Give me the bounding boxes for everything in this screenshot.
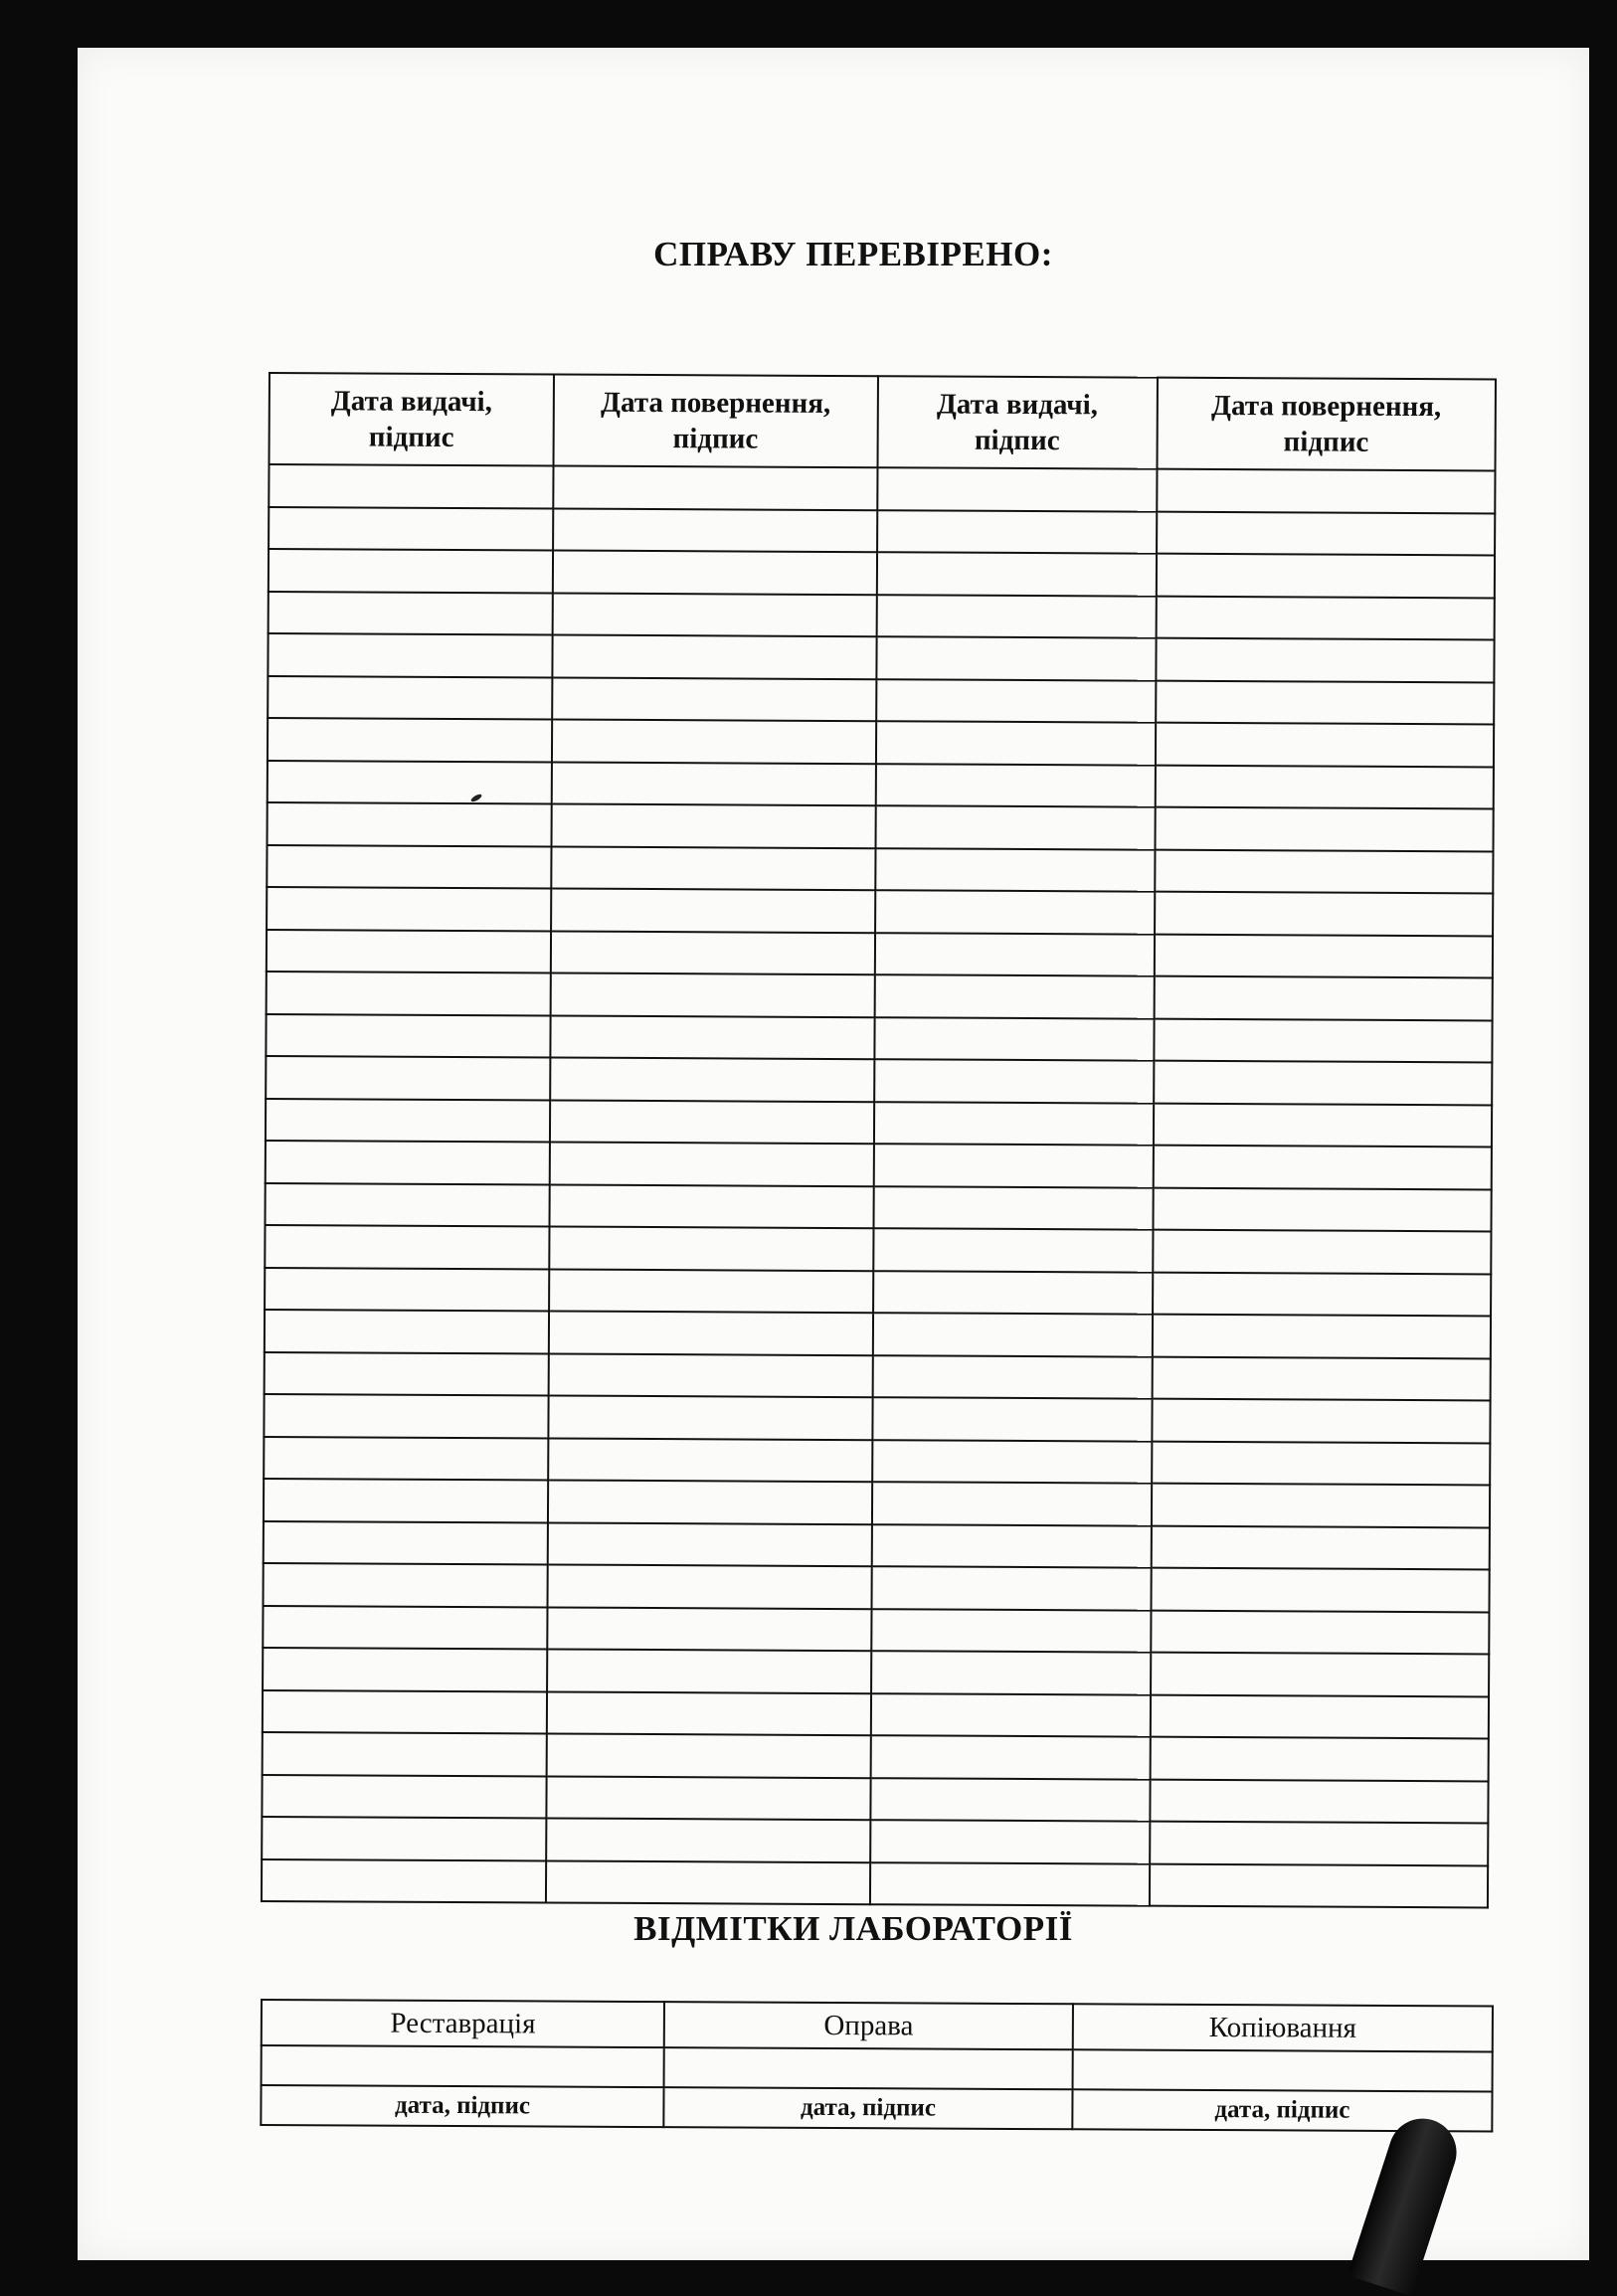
lab-header-row xyxy=(262,2000,1493,2051)
table-cell[interactable] xyxy=(551,846,875,890)
table-cell[interactable] xyxy=(874,933,1154,976)
table-cell[interactable] xyxy=(1153,1146,1492,1189)
table-cell[interactable] xyxy=(268,676,552,720)
table-row xyxy=(269,464,1495,513)
table-row xyxy=(266,1013,1492,1062)
table-cell[interactable] xyxy=(873,1228,1153,1272)
table-cell[interactable] xyxy=(553,593,877,636)
table-cell[interactable] xyxy=(874,1059,1154,1103)
lab-marks-table xyxy=(260,1999,1494,2132)
table-cell[interactable] xyxy=(1150,1863,1489,1907)
table-cell[interactable] xyxy=(1157,511,1496,555)
table-cell[interactable] xyxy=(1156,638,1495,682)
table-cell[interactable] xyxy=(262,1774,546,1818)
table-row xyxy=(262,1817,1488,1865)
check-table-header-row xyxy=(270,373,1496,470)
table-cell[interactable] xyxy=(872,1440,1152,1484)
table-row xyxy=(263,1689,1489,1738)
table-cell[interactable] xyxy=(877,510,1157,554)
lab-footer-restoration: дата, підпис xyxy=(261,2085,663,2127)
table-cell[interactable] xyxy=(875,848,1155,892)
table-cell[interactable] xyxy=(263,1605,547,1649)
table-cell[interactable] xyxy=(1153,1230,1492,1274)
table-cell[interactable] xyxy=(870,1693,1150,1737)
table-row xyxy=(265,1351,1491,1400)
table-cell[interactable] xyxy=(1154,1061,1493,1105)
table-cell[interactable] xyxy=(1152,1484,1491,1527)
table-row xyxy=(268,760,1494,808)
table-cell[interactable] xyxy=(874,974,1154,1018)
table-cell[interactable] xyxy=(546,1818,870,1861)
table-cell[interactable] xyxy=(548,1395,872,1439)
table-cell[interactable] xyxy=(1152,1356,1491,1400)
table-row xyxy=(267,844,1493,893)
table-cell[interactable] xyxy=(875,890,1155,934)
table-row xyxy=(267,929,1493,977)
table-cell[interactable] xyxy=(1154,976,1493,1020)
table-cell[interactable] xyxy=(1154,1018,1493,1062)
table-cell[interactable] xyxy=(872,1397,1152,1441)
table-cell[interactable] xyxy=(269,464,553,508)
lab-section-title: ВІДМІТКИ ЛАБОРАТОРІЇ xyxy=(633,1909,1073,1948)
table-cell[interactable] xyxy=(547,1607,871,1651)
table-cell[interactable] xyxy=(1153,1187,1492,1231)
table-cell[interactable] xyxy=(872,1355,1152,1399)
table-cell[interactable] xyxy=(267,971,551,1015)
table-cell[interactable] xyxy=(870,1735,1150,1779)
table-row xyxy=(265,1267,1491,1316)
table-cell[interactable] xyxy=(267,887,551,931)
table-row xyxy=(264,1436,1490,1485)
table-cell[interactable] xyxy=(264,1436,548,1480)
table-cell[interactable] xyxy=(552,719,876,763)
table-row xyxy=(262,1858,1488,1907)
table-cell[interactable] xyxy=(550,1015,874,1059)
table-cell[interactable] xyxy=(548,1522,872,1566)
table-cell[interactable] xyxy=(1155,765,1494,808)
table-cell[interactable] xyxy=(552,677,876,721)
table-row xyxy=(263,1648,1489,1696)
table-cell[interactable] xyxy=(268,633,552,677)
table-cell[interactable] xyxy=(1152,1399,1491,1443)
table-row xyxy=(264,1479,1490,1527)
table-cell[interactable] xyxy=(873,1144,1153,1187)
table-cell[interactable] xyxy=(877,467,1157,511)
table-cell[interactable] xyxy=(551,931,875,974)
lab-header-binding: Оправа xyxy=(664,2002,1073,2049)
table-cell[interactable] xyxy=(1151,1568,1490,1612)
table-row xyxy=(267,971,1493,1020)
table-row xyxy=(264,1394,1490,1443)
table-cell[interactable] xyxy=(550,1142,874,1185)
table-row xyxy=(263,1605,1489,1654)
table-cell[interactable] xyxy=(269,549,553,593)
table-row xyxy=(262,1774,1488,1823)
table-cell[interactable] xyxy=(1154,934,1493,977)
table-row xyxy=(268,802,1494,851)
table-cell[interactable] xyxy=(1151,1610,1490,1654)
lab-entry-restoration[interactable] xyxy=(262,2045,664,2087)
table-cell[interactable] xyxy=(1152,1441,1491,1485)
table-cell[interactable] xyxy=(269,507,553,551)
table-cell[interactable] xyxy=(871,1482,1151,1525)
table-cell[interactable] xyxy=(874,1017,1154,1061)
table-row xyxy=(269,507,1495,556)
table-cell[interactable] xyxy=(549,1269,873,1313)
table-cell[interactable] xyxy=(872,1313,1152,1356)
table-cell[interactable] xyxy=(551,972,875,1016)
table-row xyxy=(266,1141,1492,1189)
table-cell[interactable] xyxy=(267,929,551,972)
table-row xyxy=(268,676,1494,725)
lab-header-restoration: Реставрація xyxy=(262,2000,664,2047)
table-cell[interactable] xyxy=(1157,469,1496,513)
table-cell[interactable] xyxy=(873,1271,1153,1315)
table-cell[interactable] xyxy=(265,1225,549,1269)
table-cell[interactable] xyxy=(1156,723,1495,767)
table-row xyxy=(266,1056,1492,1105)
table-row xyxy=(268,718,1494,767)
table-cell[interactable] xyxy=(1155,807,1494,851)
table-cell[interactable] xyxy=(549,1311,873,1354)
table-cell[interactable] xyxy=(550,1184,874,1228)
table-cell[interactable] xyxy=(873,1186,1153,1230)
table-cell[interactable] xyxy=(547,1649,871,1692)
table-cell[interactable] xyxy=(268,802,552,846)
table-cell[interactable] xyxy=(1150,1737,1489,1781)
table-cell[interactable] xyxy=(263,1689,547,1733)
table-cell[interactable] xyxy=(1155,892,1494,936)
table-cell[interactable] xyxy=(548,1564,872,1608)
lab-footer-binding: дата, підпис xyxy=(663,2087,1072,2129)
lab-entry-row xyxy=(262,2045,1493,2091)
table-cell[interactable] xyxy=(550,1057,874,1101)
table-cell[interactable] xyxy=(1156,680,1495,724)
table-cell[interactable] xyxy=(553,508,877,552)
lab-footer-copying: дата, підпис xyxy=(1072,2089,1492,2131)
table-cell[interactable] xyxy=(264,1563,548,1607)
table-cell[interactable] xyxy=(265,1310,549,1353)
table-cell[interactable] xyxy=(266,1098,550,1142)
table-cell[interactable] xyxy=(876,552,1156,596)
table-cell[interactable] xyxy=(548,1480,872,1523)
table-row xyxy=(263,1732,1489,1781)
table-cell[interactable] xyxy=(268,718,552,762)
col-header-issue-date-1: Дата видачі, підпис xyxy=(270,373,555,465)
table-cell[interactable] xyxy=(1154,1103,1493,1147)
table-row xyxy=(266,1098,1492,1147)
table-row xyxy=(268,633,1494,682)
table-cell[interactable] xyxy=(1155,849,1494,893)
table-row xyxy=(267,887,1493,936)
lab-entry-copying[interactable] xyxy=(1072,2049,1492,2091)
table-cell[interactable] xyxy=(551,888,875,932)
table-cell[interactable] xyxy=(268,760,552,803)
table-cell[interactable] xyxy=(1151,1525,1490,1569)
table-cell[interactable] xyxy=(876,595,1156,638)
table-cell[interactable] xyxy=(264,1479,548,1522)
table-cell[interactable] xyxy=(552,762,876,805)
table-cell[interactable] xyxy=(263,1732,547,1776)
table-cell[interactable] xyxy=(550,1100,874,1144)
table-cell[interactable] xyxy=(871,1524,1151,1568)
col-header-return-date-1: Дата повернення, підпис xyxy=(554,375,878,468)
table-row xyxy=(265,1310,1491,1358)
lab-footer-row xyxy=(261,2085,1492,2131)
col-header-issue-date-2: Дата видачі, підпис xyxy=(877,376,1158,468)
table-cell[interactable] xyxy=(266,1141,550,1184)
table-cell[interactable] xyxy=(546,1860,870,1904)
table-cell[interactable] xyxy=(266,1182,550,1226)
table-cell[interactable] xyxy=(553,466,877,510)
table-cell[interactable] xyxy=(265,1351,549,1395)
lab-header-copying: Копіювання xyxy=(1073,2004,1493,2051)
table-cell[interactable] xyxy=(1150,1822,1489,1865)
table-cell[interactable] xyxy=(875,805,1155,849)
table-cell[interactable] xyxy=(264,1520,548,1564)
table-cell[interactable] xyxy=(1151,1653,1490,1696)
table-cell[interactable] xyxy=(266,1056,550,1100)
col-header-return-date-2: Дата повернення, підпис xyxy=(1157,378,1496,471)
table-cell[interactable] xyxy=(549,1353,873,1397)
table-cell[interactable] xyxy=(546,1776,870,1820)
table-row xyxy=(266,1182,1492,1231)
table-cell[interactable] xyxy=(264,1394,548,1438)
table-cell[interactable] xyxy=(552,634,876,678)
table-cell[interactable] xyxy=(875,764,1155,807)
lab-entry-binding[interactable] xyxy=(664,2047,1073,2089)
check-log-table xyxy=(261,372,1497,1908)
check-section-title: СПРАВУ ПЕРЕВІРЕНО: xyxy=(653,235,1053,273)
table-cell[interactable] xyxy=(265,1267,549,1311)
table-row xyxy=(264,1563,1490,1612)
table-cell[interactable] xyxy=(870,1820,1150,1863)
table-cell[interactable] xyxy=(266,1013,550,1057)
table-cell[interactable] xyxy=(1150,1694,1489,1738)
table-cell[interactable] xyxy=(871,1651,1151,1694)
table-cell[interactable] xyxy=(1150,1779,1489,1823)
table-cell[interactable] xyxy=(1156,554,1495,598)
table-cell[interactable] xyxy=(549,1226,873,1270)
table-cell[interactable] xyxy=(876,679,1156,723)
table-cell[interactable] xyxy=(1156,596,1495,639)
table-cell[interactable] xyxy=(547,1691,871,1735)
table-cell[interactable] xyxy=(1153,1272,1492,1316)
table-cell[interactable] xyxy=(875,721,1155,765)
table-cell[interactable] xyxy=(547,1733,871,1777)
table-cell[interactable] xyxy=(871,1609,1151,1653)
table-row xyxy=(264,1520,1490,1569)
table-row xyxy=(265,1225,1491,1274)
document-page xyxy=(78,48,1589,2260)
table-cell[interactable] xyxy=(871,1566,1151,1610)
table-cell[interactable] xyxy=(262,1858,546,1902)
table-cell[interactable] xyxy=(869,1862,1149,1906)
table-cell[interactable] xyxy=(873,1102,1153,1146)
table-cell[interactable] xyxy=(548,1438,872,1482)
table-cell[interactable] xyxy=(553,551,877,595)
table-cell[interactable] xyxy=(876,636,1156,680)
table-cell[interactable] xyxy=(267,844,551,888)
table-cell[interactable] xyxy=(1152,1315,1491,1358)
table-row xyxy=(269,549,1495,598)
table-cell[interactable] xyxy=(263,1648,547,1691)
table-cell[interactable] xyxy=(262,1817,546,1860)
table-cell[interactable] xyxy=(552,803,876,847)
table-cell[interactable] xyxy=(870,1778,1150,1822)
table-cell[interactable] xyxy=(269,592,553,635)
table-row xyxy=(269,592,1495,640)
check-table-body xyxy=(262,464,1496,1907)
